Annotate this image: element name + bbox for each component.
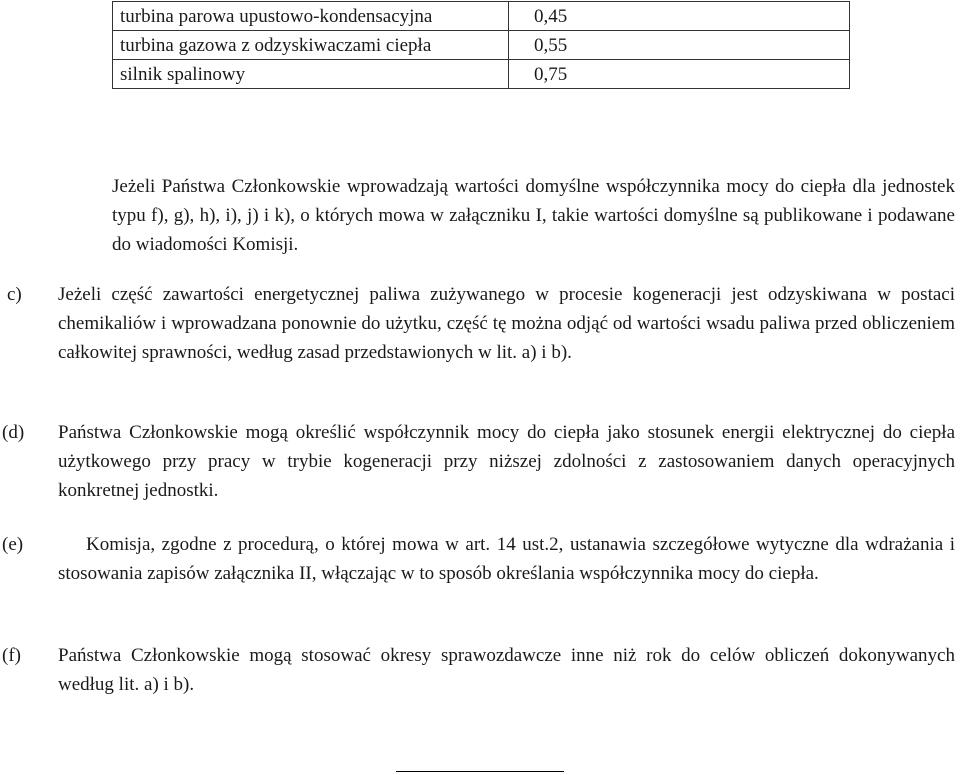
intro-paragraph: Jeżeli Państwa Członkowskie wprowadzają wartości domyślne współczynnika mocy do ciepła dla jednostek typu f), g), h), i), j) i k), o których mowa w załączniku I, takie wartości domyślne są publikowane i podawane do wiadomości Komisji.: [112, 176, 955, 255]
point-f-text: Państwa Członkowskie mogą stosować okresy sprawozdawcze inne niż rok do celów obliczeń dokonywanych według lit. a) i b).: [58, 645, 955, 695]
point-c-text: Jeżeli część zawartości energetycznej paliwa zużywanego w procesie kogeneracji jest odzyskiwana w postaci chemikaliów i wprowadzana ponownie do użytku, część tę można odjąć od wartości wsadu paliwa przed obliczeniem całkowitej sprawności, według zasad przedstawionych w lit. a) i b).: [58, 284, 955, 363]
ratio-value-cell: 0,45: [509, 2, 850, 31]
table-row: [113, 31, 850, 60]
unit-type-cell: turbina gazowa z odzyskiwaczami ciepła: [113, 31, 509, 60]
ratio-value-cell: 0,55: [509, 31, 850, 60]
unit-type-cell: silnik spalinowy: [113, 60, 509, 89]
point-d-text: Państwa Członkowskie mogą określić współczynnik mocy do ciepła jako stosunek energii elektrycznej do ciepła użytkowego przy pracy w trybie kogeneracji przy niższej zdolności z zastosowaniem danych operacyjnych konkretnej jednostki.: [58, 422, 955, 501]
chp-ratio-table: [112, 1, 850, 89]
unit-type-cell: turbina parowa upustowo-kondensacyjna: [113, 2, 509, 31]
point-d-label: (d): [2, 422, 25, 443]
point-e-text: Komisja, zgodne z procedurą, o której mowa w art. 14 ust.2, ustanawia szczegółowe wytyczne dla wdrażania i stosowania zapisów załącznika II, włączając w to sposób określania współczynnika mocy do ciepła.: [58, 534, 955, 584]
point-f-label: (f): [2, 645, 21, 666]
table-row: [113, 2, 850, 31]
point-e-label: (e): [2, 534, 24, 555]
point-c-label: c): [7, 284, 22, 305]
ratio-value-cell: 0,75: [509, 60, 850, 89]
table-row: [113, 60, 850, 89]
footnote-separator-line: [396, 771, 564, 772]
